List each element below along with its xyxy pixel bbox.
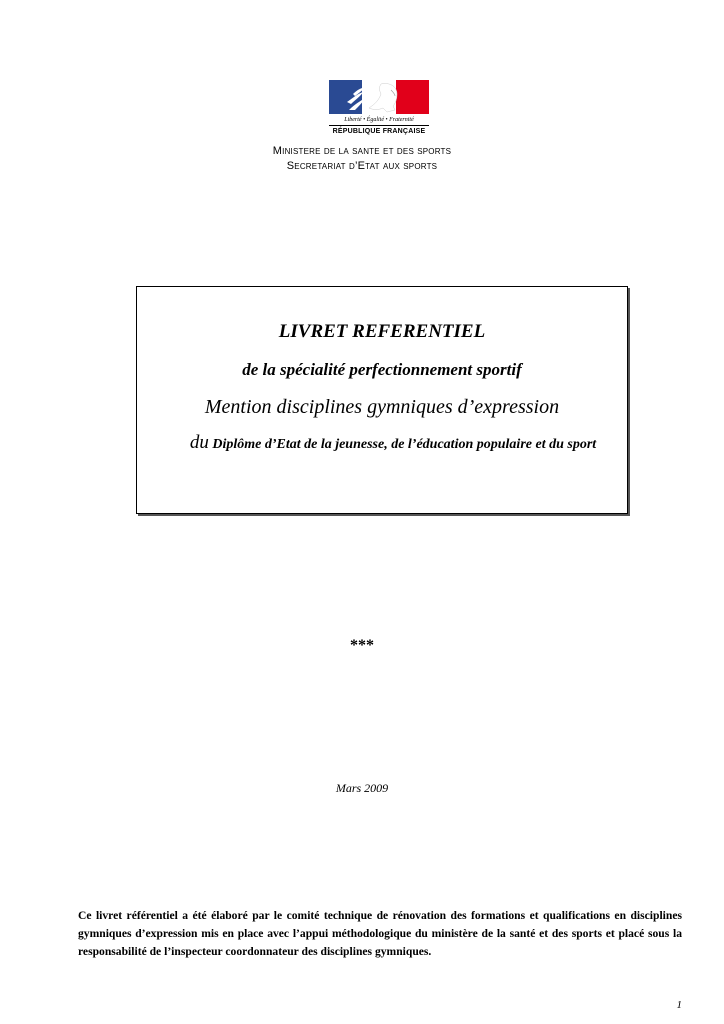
- document-mention: Mention disciplines gymniques d’expression: [204, 396, 560, 418]
- logo-divider: [329, 125, 429, 126]
- separator-stars: ***: [350, 637, 374, 654]
- document-title: LIVRET REFERENTIEL: [278, 321, 486, 342]
- logo-republic-label: RÉPUBLIQUE FRANÇAISE: [332, 128, 426, 135]
- document-subtitle: de la spécialité perfectionnement sportif: [242, 360, 522, 379]
- secretariat-name: Secretariat d’Etat aux sports: [286, 160, 438, 172]
- ministry-name: Ministere de la sante et des sports: [272, 145, 452, 157]
- title-box: [136, 286, 628, 514]
- republique-francaise-logo: [329, 80, 429, 138]
- diploma-line: [163, 431, 623, 457]
- logo-motto: Liberté • Égalité • Fraternité: [344, 117, 414, 123]
- diploma-name: Diplôme d’Etat de la jeunesse, de l’éducation populaire et du sport: [212, 437, 597, 452]
- page-number: 1: [676, 999, 682, 1011]
- diploma-prefix: du: [189, 432, 209, 453]
- footer-paragraph: Ce livret référentiel a été élaboré par le comité technique de rénovation des formations et qualifications en disciplines gymniques d’expression mis en place avec l’appui méthodologique du ministère de la santé et des sports et placé sous la responsabilité de l’inspecteur coordonnateur des disciplines gymniques.: [78, 909, 682, 958]
- marianne-icon: [329, 80, 429, 114]
- publication-date: Mars 2009: [335, 781, 389, 795]
